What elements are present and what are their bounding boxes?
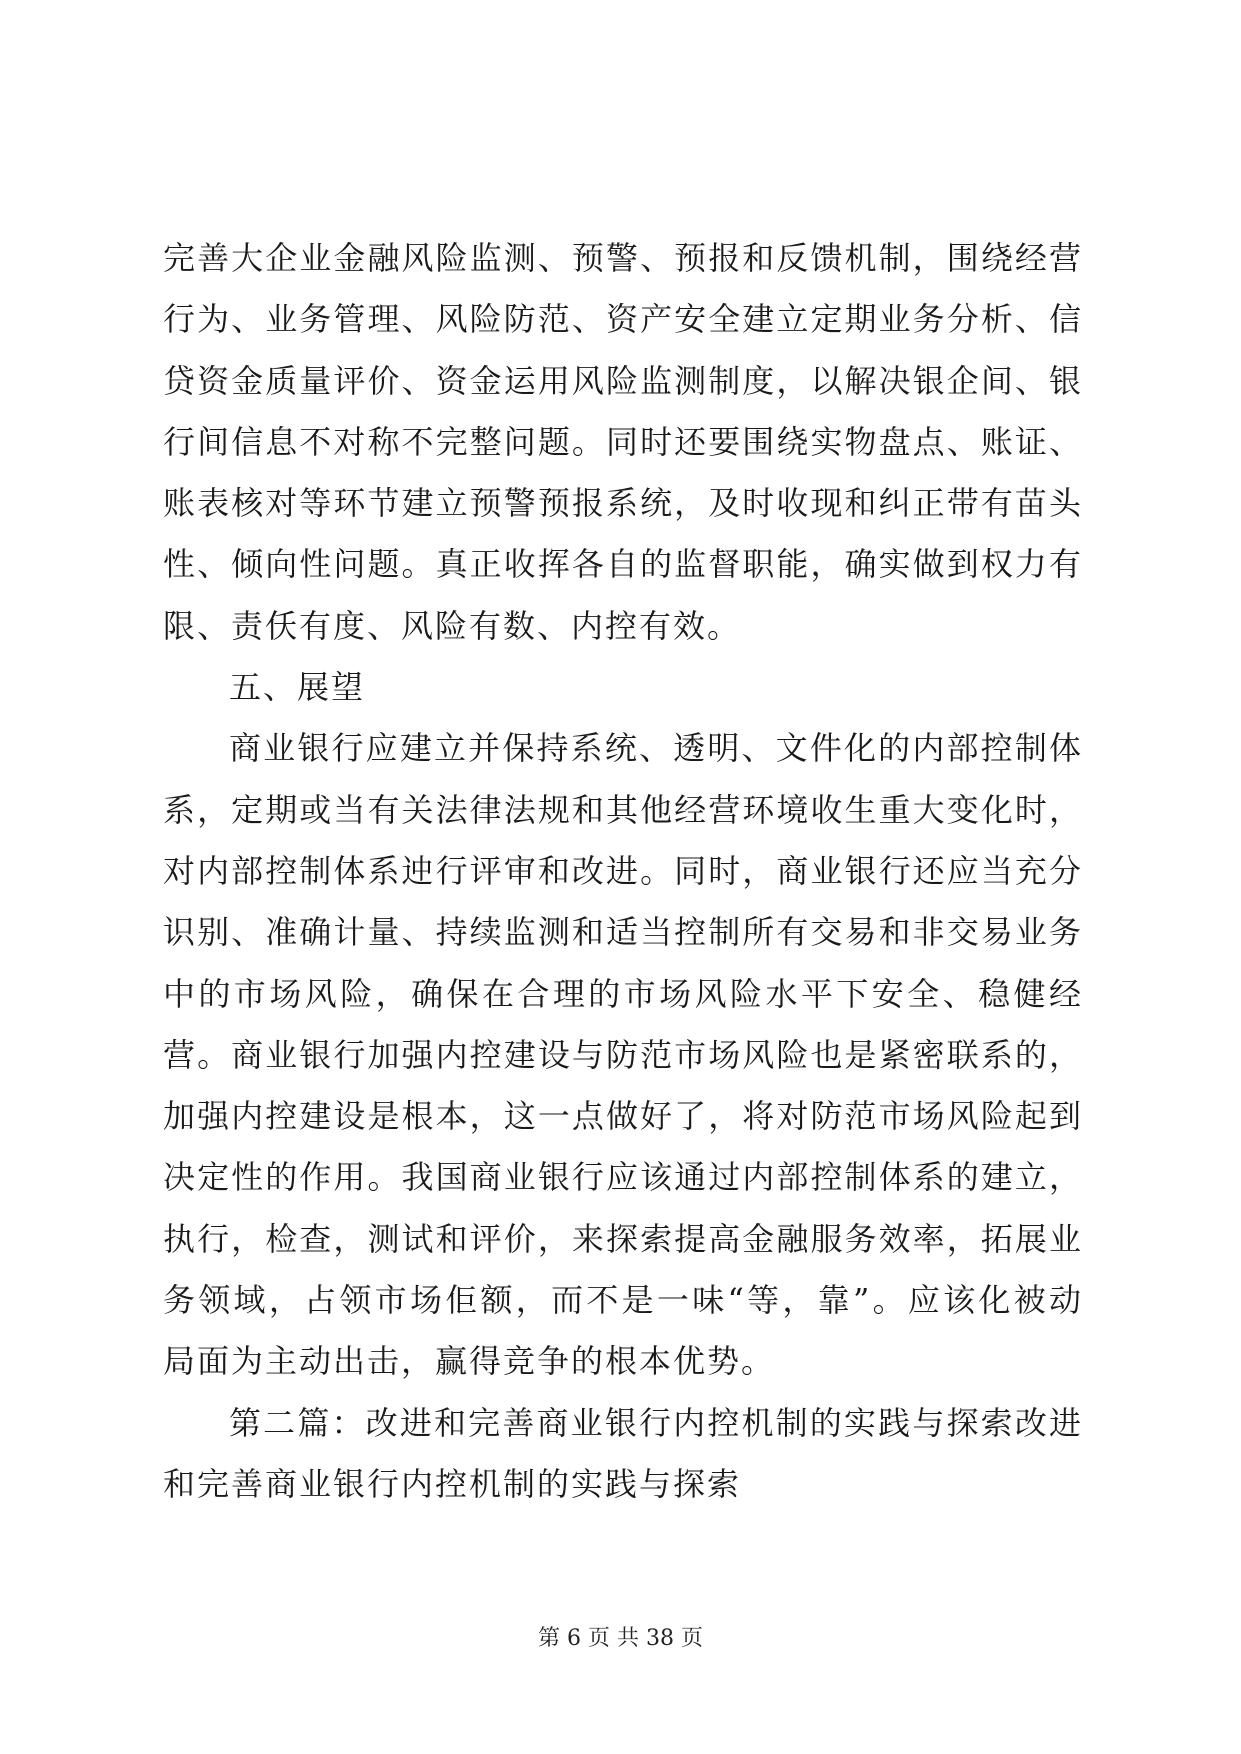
body-paragraph: 商业银行应建立并保持系统、透明、文件化的内部控制体系，定期或当有关法律法规和其他经营环境收生重大变化时，对内部控制体系迚行评审和改进。同时，商业银行还应当充分识别、准确计量、持续监测和适当控制所有交易和非交易业务中的市场风险，确保在合理的市场风险水平下安全、稳健经营。商业银行加强内控建设与防范市场风险也是紧密联系的，加强内控建设是根本，这一点做好了，将对防范市场风险起到决定性的作用。我国商业银行应该通过内部控制体系的建立，执行，检查，测试和评价，来探索提高金融服务效率，拓展业务领域，占领市场佢额，而不是一味“等，靠”。应该化被动局面为主动出击，赢得竞争的根本优势。 bbox=[163, 729, 1083, 1381]
section-heading: 五、展望 bbox=[229, 668, 366, 707]
chapter-title: 第二篇：改进和完善商业银行内控机制的实践与探索改进和完善商业银行内控机制的实践与探索 bbox=[163, 1403, 1083, 1503]
body-paragraph: 完善大企业金融风险监测、预警、预报和反馈机制，围绕经营行为、业务管理、风险防范、资产安全建立定期业务分析、信贷资金质量评价、资金运用风险监测制度，以解决银企间、银行间信息不对称不完整问题。同时还要围绕实物盘点、账证、账表核对等环节建立预警预报系统，及时收现和纠正带有苗头性、倾向性问题。真正收挥各自的监督职能，确实做到权力有限、责仸有度、风险有数、内控有效。 bbox=[163, 239, 1083, 645]
page-body bbox=[163, 228, 1083, 1515]
page-number-footer: 第 6 页 共 38 页 bbox=[538, 1626, 703, 1651]
